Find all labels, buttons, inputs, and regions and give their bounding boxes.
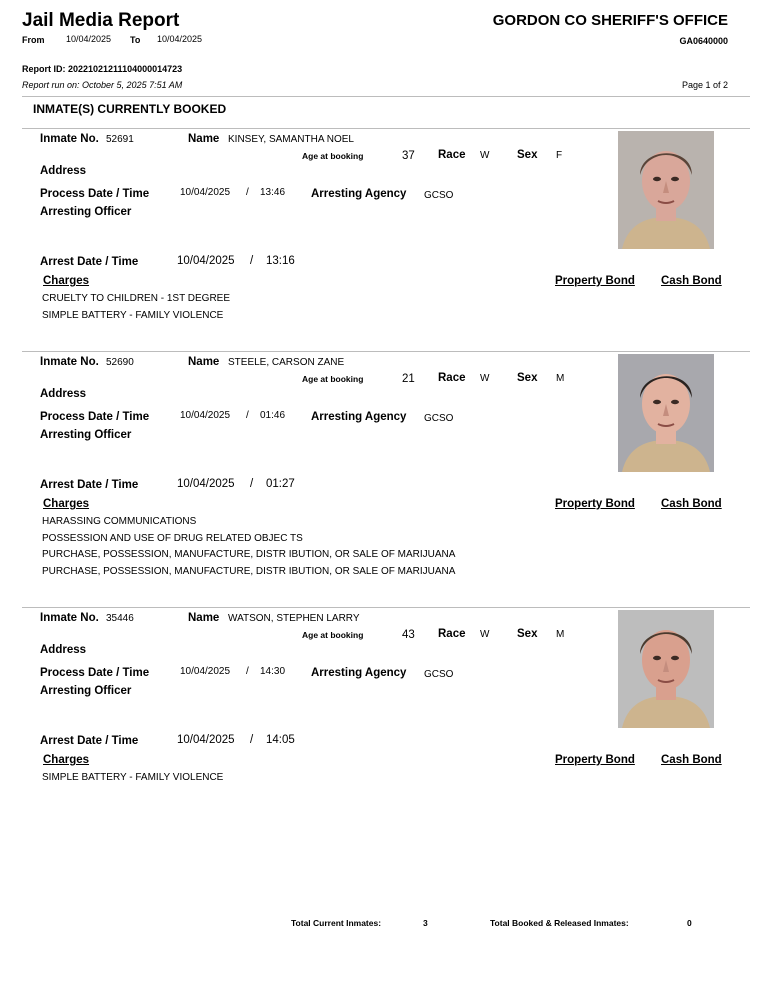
arrest-date: 10/04/2025 [177, 255, 235, 267]
address-label: Address [40, 644, 87, 656]
agency-ori: GA0640000 [679, 36, 728, 46]
charges-label: Charges [43, 275, 90, 287]
agency-label: Arresting Agency [311, 667, 407, 679]
charge-line: SIMPLE BATTERY - FAMILY VIOLENCE [42, 309, 224, 321]
inmate-no-label: Inmate No. [40, 133, 99, 145]
charge-line: PURCHASE, POSSESSION, MANUFACTURE, DISTR IBUTION, OR SALE OF MARIJUANA [42, 549, 456, 561]
charge-line: PURCHASE, POSSESSION, MANUFACTURE, DISTR IBUTION, OR SALE OF MARIJUANA [42, 566, 456, 578]
from-date: 10/04/2025 [66, 34, 112, 44]
to-label: To [130, 35, 141, 45]
sex-label: Sex [517, 372, 538, 384]
sex-value: M [556, 373, 565, 384]
age-value: 43 [402, 629, 415, 641]
sex-value: M [556, 629, 565, 640]
age-value: 21 [402, 373, 415, 385]
agency-name: GORDON CO SHERIFF'S OFFICE [492, 12, 728, 29]
name-value: STEELE, CARSON ZANE [228, 357, 345, 368]
agency-label: Arresting Agency [311, 411, 407, 423]
arrest-time: 14:05 [266, 734, 295, 746]
inmate-no-label: Inmate No. [40, 356, 99, 368]
age-value: 37 [402, 150, 415, 162]
property-bond-label: Property Bond [555, 275, 635, 287]
charges-label: Charges [43, 754, 90, 766]
race-value: W [480, 629, 490, 640]
charge-line: POSSESSION AND USE OF DRUG RELATED OBJEC TS [42, 532, 303, 544]
total-current-label: Total Current Inmates: [291, 918, 382, 928]
process-date: 10/04/2025 [180, 666, 231, 677]
agency-value: GCSO [424, 669, 454, 680]
booking-photo [618, 610, 714, 728]
race-value: W [480, 150, 490, 161]
inmate-no-label: Inmate No. [40, 612, 99, 624]
report-id: Report ID: 20221021211104000014723 [22, 64, 183, 74]
process-time: 13:46 [260, 187, 286, 198]
address-label: Address [40, 388, 87, 400]
race-label: Race [438, 372, 466, 384]
inmate-no-value: 52691 [106, 134, 134, 145]
cash-bond-label: Cash Bond [661, 498, 722, 510]
race-label: Race [438, 149, 466, 161]
arrest-slash: / [250, 478, 254, 490]
to-date: 10/04/2025 [157, 34, 203, 44]
arrest-label: Arrest Date / Time [40, 256, 139, 268]
property-bond-label: Property Bond [555, 754, 635, 766]
process-label: Process Date / Time [40, 667, 150, 679]
booking-photo [618, 131, 714, 249]
arrest-label: Arrest Date / Time [40, 735, 139, 747]
section-title: INMATE(S) CURRENTLY BOOKED [33, 102, 227, 116]
arrest-time: 13:16 [266, 255, 295, 267]
name-value: WATSON, STEPHEN LARRY [228, 613, 360, 624]
property-bond-label: Property Bond [555, 498, 635, 510]
arrest-label: Arrest Date / Time [40, 479, 139, 491]
total-current-value: 3 [423, 918, 428, 928]
total-released-value: 0 [687, 918, 692, 928]
process-slash: / [246, 410, 249, 421]
report-title: Jail Media Report [22, 10, 180, 31]
officer-label: Arresting Officer [40, 206, 132, 218]
race-value: W [480, 373, 490, 384]
process-label: Process Date / Time [40, 188, 150, 200]
agency-label: Arresting Agency [311, 188, 407, 200]
report-run-on: Report run on: October 5, 2025 7:51 AM [22, 80, 183, 90]
record-divider [22, 351, 750, 352]
record-divider [22, 607, 750, 608]
page-number: Page 1 of 2 [681, 80, 728, 90]
inmate-no-value: 35446 [106, 613, 134, 624]
charge-line: SIMPLE BATTERY - FAMILY VIOLENCE [42, 772, 224, 783]
booking-photo [618, 354, 714, 472]
arrest-date: 10/04/2025 [177, 734, 235, 746]
process-date: 10/04/2025 [180, 187, 231, 198]
arrest-time: 01:27 [266, 478, 295, 490]
sex-value: F [556, 150, 563, 161]
sex-label: Sex [517, 628, 538, 640]
name-label: Name [188, 133, 220, 145]
agency-value: GCSO [424, 413, 454, 424]
from-label: From [22, 35, 45, 45]
sex-label: Sex [517, 149, 538, 161]
cash-bond-label: Cash Bond [661, 754, 722, 766]
cash-bond-label: Cash Bond [661, 275, 722, 287]
header-divider [22, 96, 750, 97]
process-slash: / [246, 666, 249, 677]
age-label: Age at booking [302, 374, 364, 384]
arrest-date: 10/04/2025 [177, 478, 235, 490]
process-time: 14:30 [260, 666, 286, 677]
officer-label: Arresting Officer [40, 429, 132, 441]
process-date: 10/04/2025 [180, 410, 231, 421]
total-released-label: Total Booked & Released Inmates: [490, 918, 629, 928]
inmate-no-value: 52690 [106, 357, 134, 368]
age-label: Age at booking [302, 151, 364, 161]
process-label: Process Date / Time [40, 411, 150, 423]
name-label: Name [188, 612, 220, 624]
arrest-slash: / [250, 734, 254, 746]
officer-label: Arresting Officer [40, 685, 132, 697]
address-label: Address [40, 165, 87, 177]
charge-line: HARASSING COMMUNICATIONS [42, 516, 197, 527]
charges-label: Charges [43, 498, 90, 510]
record-divider [22, 128, 750, 129]
name-value: KINSEY, SAMANTHA NOEL [228, 134, 354, 145]
agency-value: GCSO [424, 190, 454, 201]
process-slash: / [246, 187, 249, 198]
arrest-slash: / [250, 255, 254, 267]
charge-line: CRUELTY TO CHILDREN - 1ST DEGREE [42, 293, 231, 304]
age-label: Age at booking [302, 630, 364, 640]
race-label: Race [438, 628, 466, 640]
name-label: Name [188, 356, 220, 368]
process-time: 01:46 [260, 410, 286, 421]
